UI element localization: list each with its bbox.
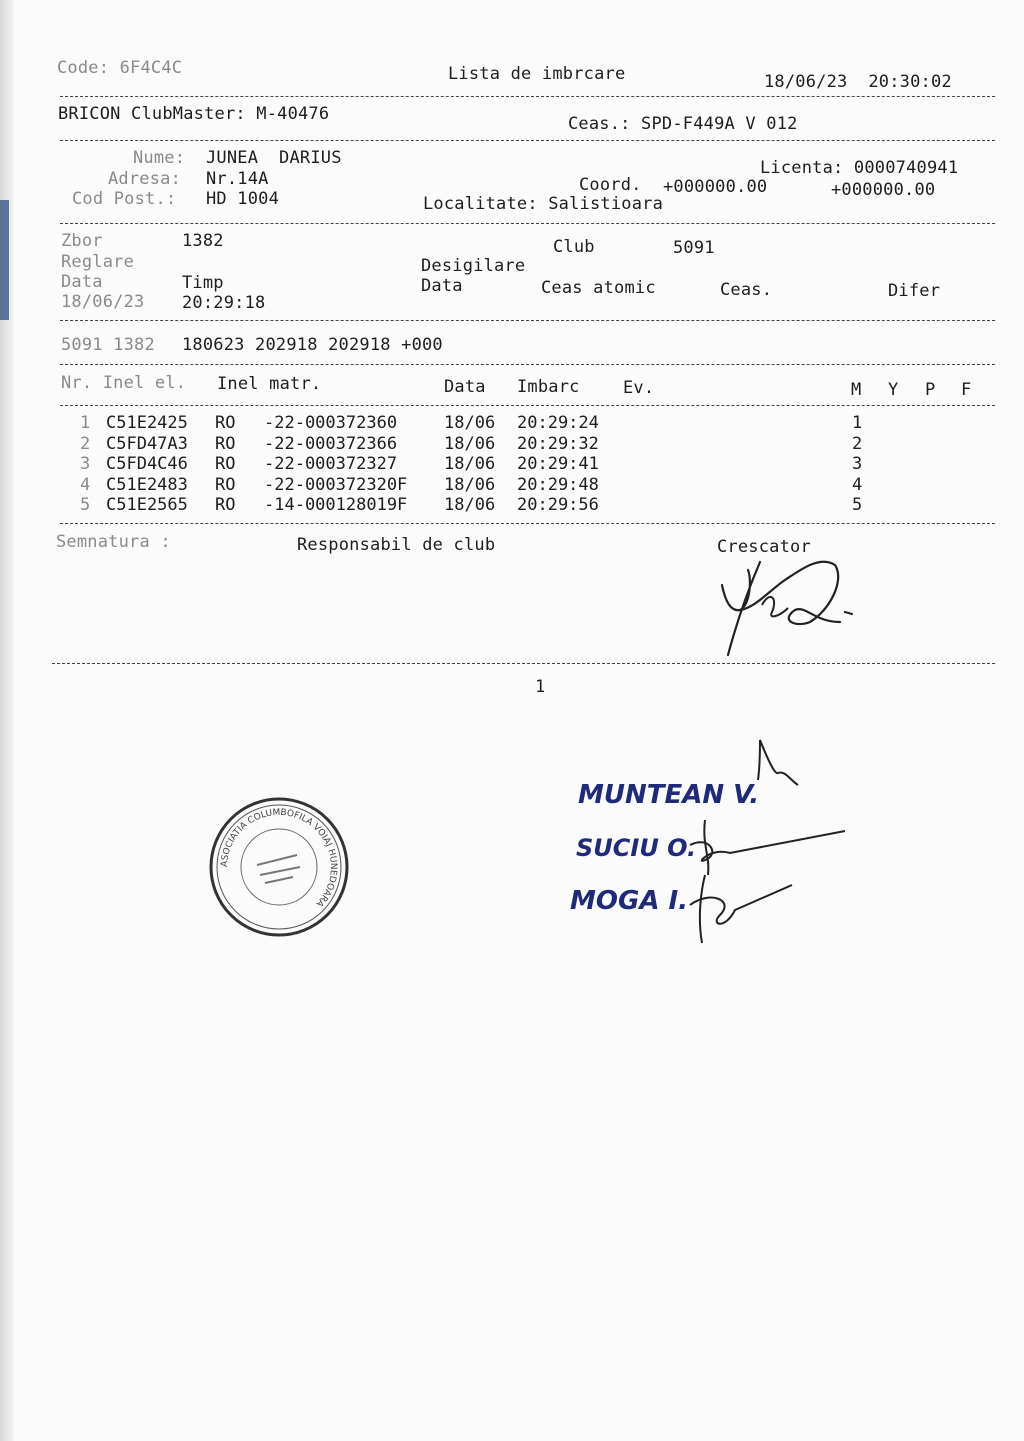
svg-text:ASOCIATIA COLUMBOFILA VOIAJ HU	[220, 808, 338, 909]
col-header-y: Y	[888, 380, 899, 400]
reglare-date-label: Data	[61, 272, 103, 292]
row-inel-matr: -22-000372327	[264, 454, 398, 474]
breeder-signature	[700, 550, 870, 665]
document-title: Lista de imbrcare	[448, 64, 626, 84]
row-data: 18/06	[444, 474, 496, 495]
row-inel-el: C5FD47A3	[106, 433, 188, 454]
summary-values: 180623 202918 202918 +000	[182, 335, 443, 355]
locality: Localitate: Salistioara	[423, 194, 664, 214]
col-header-nr: Nr. Inel el.	[61, 373, 187, 393]
row-time: 20:29:48	[517, 474, 599, 495]
row-country: RO	[215, 433, 236, 454]
row-nr: 2	[80, 433, 91, 454]
row-data: 18/06	[444, 454, 496, 474]
committee-name-3: MOGA I.	[570, 886, 689, 916]
address-label: Adresa:	[108, 169, 182, 189]
divider	[60, 405, 995, 406]
row-m: 3	[852, 454, 863, 474]
clock-label: Ceas.	[720, 280, 773, 300]
row-inel-matr: -22-000372360	[264, 413, 398, 433]
table-row	[80, 454, 863, 475]
member-postal: HD 1004	[206, 189, 280, 209]
table-row	[80, 495, 863, 516]
stamp-text: ASOCIATIA COLUMBOFILA VOIAJ HUNEDOARA	[219, 807, 339, 909]
row-inel-matr: -22-000372320F	[264, 474, 408, 495]
member-address: Nr.14A	[206, 169, 269, 189]
page-number: 1	[535, 677, 546, 697]
flight-label: Zbor	[61, 231, 103, 251]
clock-id: Ceas.: SPD-F449A V 012	[568, 114, 798, 134]
table-row	[80, 433, 863, 455]
signature-label: Semnatura :	[56, 532, 171, 552]
divider	[60, 320, 995, 321]
col-header-ev: Ev.	[623, 378, 655, 398]
row-inel-el: C51E2565	[106, 495, 188, 515]
col-header-inel: Inel matr.	[217, 374, 322, 394]
row-m: 4	[852, 474, 863, 495]
row-inel-matr: -14-000128019F	[264, 495, 408, 515]
pigeon-table	[80, 413, 863, 516]
row-time: 20:29:56	[517, 495, 599, 515]
desigilare-label: Desigilare	[421, 256, 526, 276]
divider	[60, 140, 995, 141]
row-time: 20:29:32	[517, 433, 599, 454]
table-row	[80, 474, 863, 496]
row-data: 18/06	[444, 433, 496, 454]
coord-latitude: +000000.00	[663, 177, 768, 197]
col-header-f: F	[961, 380, 972, 400]
divider	[60, 523, 995, 524]
row-m: 2	[852, 433, 863, 454]
reglare-time: 20:29:18	[182, 293, 266, 313]
club-responsible-label: Responsabil de club	[297, 535, 496, 555]
row-nr: 5	[80, 495, 91, 515]
club-number: 5091	[673, 238, 715, 258]
row-m: 1	[852, 413, 863, 433]
col-header-data: Data	[444, 377, 486, 397]
row-nr: 3	[80, 454, 91, 474]
col-header-p: P	[925, 380, 936, 400]
row-data: 18/06	[444, 495, 496, 515]
row-time: 20:29:24	[517, 413, 599, 433]
summary-ids: 5091 1382	[61, 335, 155, 355]
col-header-imbarc: Imbarc	[517, 377, 580, 397]
club-label: Club	[553, 237, 595, 257]
reglare-time-label: Timp	[182, 273, 224, 293]
reglare-label: Reglare	[61, 252, 135, 272]
col-header-m: M	[851, 380, 862, 400]
row-nr: 1	[80, 413, 91, 433]
row-data: 18/06	[444, 413, 496, 433]
row-inel-el: C5FD4C46	[106, 454, 188, 474]
flight-number: 1382	[182, 231, 224, 251]
committee-name-1: MUNTEAN V.	[578, 780, 760, 810]
row-country: RO	[215, 474, 236, 495]
row-country: RO	[215, 454, 236, 474]
row-inel-el: C51E2483	[106, 474, 188, 495]
license-number: Licenta: 0000740941	[760, 158, 959, 178]
row-inel-matr: -22-000372366	[264, 433, 398, 454]
member-name: JUNEA DARIUS	[206, 148, 342, 168]
row-inel-el: C51E2425	[106, 413, 188, 433]
coord-label: Coord.	[579, 175, 642, 195]
coord-longitude: +000000.00	[831, 180, 936, 200]
association-stamp	[205, 795, 353, 940]
row-country: RO	[215, 413, 236, 433]
atomic-clock-label: Ceas atomic	[541, 278, 656, 298]
row-m: 5	[852, 495, 863, 515]
print-datetime: 18/06/23 20:30:02	[764, 72, 952, 92]
code-label: Code: 6F4C4C	[57, 58, 183, 78]
name-label: Nume:	[133, 148, 186, 168]
page-edge-mark	[0, 200, 9, 320]
clubmaster-id: BRICON ClubMaster: M-40476	[58, 104, 330, 124]
divider	[52, 663, 995, 664]
breeder-label: Crescator	[717, 537, 811, 557]
desigilare-date-label: Data	[421, 276, 463, 296]
divider	[60, 364, 995, 365]
divider	[60, 223, 995, 224]
committee-name-2: SUCIU O.	[576, 834, 697, 862]
postal-label: Cod Post.:	[72, 189, 177, 209]
difference-label: Difer	[888, 281, 941, 301]
divider	[60, 96, 995, 97]
row-time: 20:29:41	[517, 454, 599, 474]
reglare-date: 18/06/23	[61, 292, 145, 312]
committee-signatures	[650, 735, 860, 950]
row-nr: 4	[80, 474, 91, 495]
row-country: RO	[215, 495, 236, 515]
table-row	[80, 413, 863, 434]
